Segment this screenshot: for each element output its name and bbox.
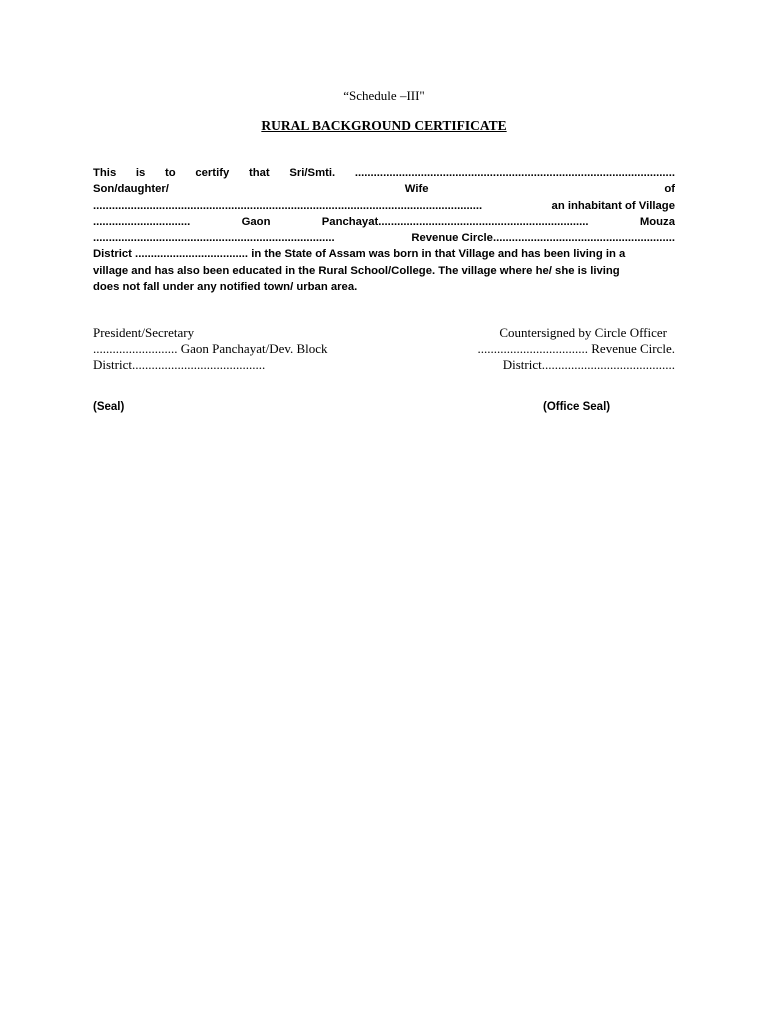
signatory-district: District......................................... bbox=[502, 357, 675, 372]
body-line-1 bbox=[93, 165, 675, 181]
certificate-title: RURAL BACKGROUND CERTIFICATE bbox=[261, 118, 507, 133]
body-phrase: an inhabitant of Village bbox=[551, 199, 675, 212]
revenue-circle-blank: Revenue Circle.......................................................... bbox=[411, 232, 675, 245]
seal-label: (Seal) bbox=[93, 401, 125, 413]
certificate-body bbox=[93, 165, 675, 295]
signature-block-circle-officer bbox=[478, 325, 676, 373]
body-word: is bbox=[135, 167, 146, 179]
village-blank: ............................... bbox=[93, 215, 191, 228]
body-word: Wife bbox=[404, 183, 429, 196]
body-word: This bbox=[93, 167, 117, 179]
mouza-blank: ............................................................................. bbox=[93, 232, 335, 245]
name-blank: ...................................................................................................... bbox=[354, 167, 675, 179]
body-word: that bbox=[248, 167, 270, 179]
panchayat-blank: Panchayat................................................................... bbox=[321, 215, 589, 228]
office-seal-label: (Office Seal) bbox=[543, 401, 611, 413]
body-line-2 bbox=[93, 181, 675, 197]
body-line-5 bbox=[93, 230, 675, 246]
body-word: to bbox=[165, 167, 176, 179]
body-word: of bbox=[664, 183, 675, 196]
body-line-4 bbox=[93, 214, 675, 230]
body-word: Mouza bbox=[639, 215, 675, 228]
body-word: Sri/Smti. bbox=[289, 167, 336, 179]
body-line-8: does not fall under any notified town/ urban area. bbox=[93, 281, 358, 294]
signatory-role: President/Secretary bbox=[93, 325, 195, 340]
schedule-heading: “Schedule –III" bbox=[343, 88, 425, 103]
signatory-office: .................................. Revenue Circle. bbox=[477, 341, 675, 356]
body-word: Son/daughter/ bbox=[93, 183, 169, 196]
signatory-office: .......................... Gaon Panchayat/Dev. Block bbox=[93, 341, 328, 356]
signature-block-president bbox=[93, 325, 328, 373]
body-line-7: village and has also been educated in the Rural School/College. The village where he/ she is living bbox=[93, 264, 620, 277]
signatory-role: Countersigned by Circle Officer bbox=[499, 325, 667, 340]
body-line-6: District .................................... in the State of Assam was born in that Village and has been living in a bbox=[93, 248, 626, 261]
body-line-3 bbox=[93, 198, 675, 214]
parent-name-blank: ............................................................................................................................ bbox=[93, 199, 483, 212]
body-word: certify bbox=[195, 167, 230, 179]
body-word: Gaon bbox=[241, 215, 271, 228]
signatory-district: District......................................... bbox=[93, 357, 266, 372]
